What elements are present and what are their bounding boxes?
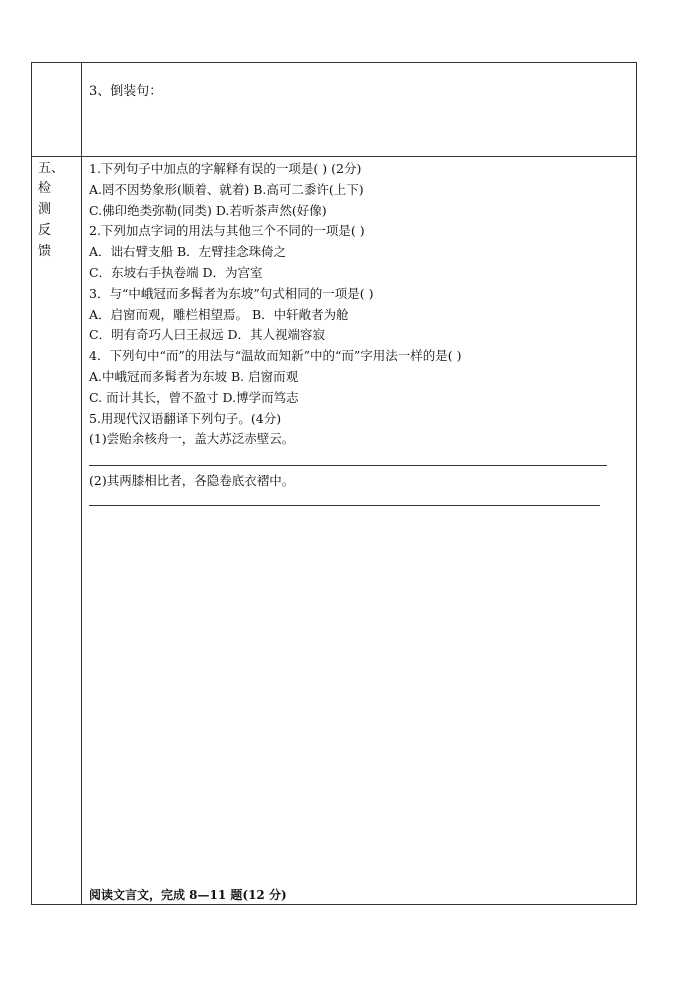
reading-instruction: 阅读文言文，完成 8—11 题(12 分) <box>89 888 287 902</box>
section-label-3: 测 <box>38 202 52 217</box>
column-divider <box>81 63 82 904</box>
section-label-5: 馈 <box>38 244 52 259</box>
translation-sentence-2: (2)其两膝相比者，各隐卷底衣褶中。 <box>89 473 295 488</box>
section-label-1: 五、 <box>38 161 65 176</box>
answer-line-1 <box>89 465 607 466</box>
question-2: 2.下列加点字词的用法与其他三个不同的一项是( ) <box>89 223 365 238</box>
translation-sentence-1: (1)尝贻余核舟一，盖大苏泛赤壁云。 <box>89 431 295 446</box>
worksheet-table <box>31 62 637 905</box>
section-label-2: 检 <box>38 181 52 196</box>
question-1: 1.下列句子中加点的字解释有误的一项是( ) (2分) <box>89 161 362 176</box>
section-label-4: 反 <box>38 223 52 238</box>
answer-line-2 <box>89 505 600 506</box>
question-1-options-cd: C.佛印绝类弥勒(同类) D.若听茶声然(好像) <box>89 203 327 218</box>
question-4-options-cd: C. 而计其长，曾不盈寸 D.博学而笃志 <box>89 390 299 405</box>
row-divider <box>32 156 636 157</box>
question-3: 3．与“中峨冠而多髯者为东坡”句式相同的一项是( ) <box>89 286 374 301</box>
question-5: 5.用现代汉语翻译下列句子。(4分) <box>89 411 282 426</box>
question-3-options-ab: A．启窗而观，雕栏相望焉。 B．中轩敞者为舱 <box>89 307 349 322</box>
question-2-options-cd: C．东坡右手执卷端 D．为宫室 <box>89 265 263 280</box>
question-4-options-ab: A.中峨冠而多髯者为东坡 B. 启窗而观 <box>89 369 299 384</box>
question-3-options-cd: C．明有奇巧人曰王叔远 D．其人视端容寂 <box>89 327 326 342</box>
question-1-options-ab: A.罔不因势象形(顺着、就着) B.高可二黍许(上下) <box>89 182 364 197</box>
question-4: 4．下列句中“而”的用法与“温故而知新”中的“而”字用法一样的是( ) <box>89 348 462 363</box>
question-2-options-ab: A．诎右臂支船 B．左臂挂念珠倚之 <box>89 244 287 259</box>
inverted-sentence-heading: 3、倒装句： <box>89 84 163 99</box>
